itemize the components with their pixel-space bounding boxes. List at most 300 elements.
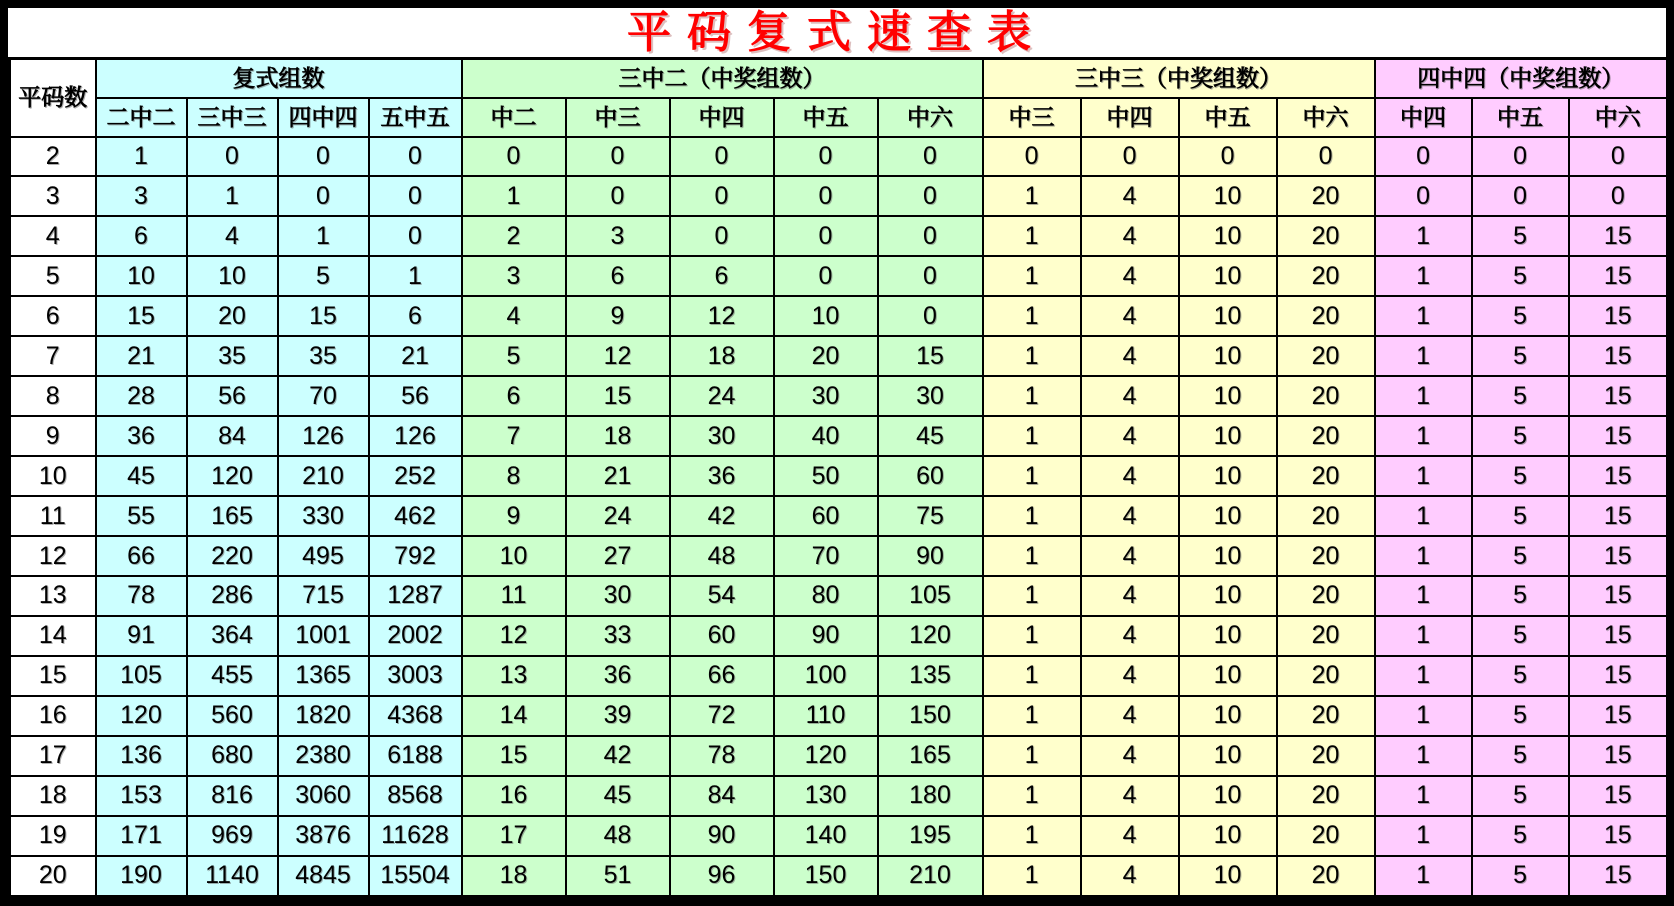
column-header: 中六 [1277,98,1375,137]
table-cell: 1 [278,216,369,256]
table-cell: 42 [566,736,670,776]
table-cell: 36 [566,656,670,696]
table-cell: 5 [1472,416,1569,456]
table-cell: 20 [1277,576,1375,616]
table-cell: 17 [462,816,566,856]
table-cell: 0 [878,176,983,216]
table-cell: 18 [670,336,774,376]
table-cell: 816 [187,776,278,816]
table-cell: 36 [670,456,774,496]
row-count-cell: 5 [10,256,96,296]
table-cell: 6 [96,216,187,256]
table-cell: 90 [878,536,983,576]
column-header: 三中三 [187,98,278,137]
column-header: 中三 [566,98,670,137]
table-cell: 20 [1277,776,1375,816]
table-cell: 100 [774,656,878,696]
table-cell: 20 [1277,216,1375,256]
table-cell: 1 [983,256,1081,296]
table-cell: 1820 [278,696,369,736]
row-count-cell: 11 [10,496,96,536]
table-cell: 1 [983,336,1081,376]
row-count-cell: 13 [10,576,96,616]
table-cell: 4 [1081,856,1179,897]
table-row [10,696,1667,736]
table-cell: 1 [983,376,1081,416]
table-cell: 15 [96,296,187,336]
table-cell: 4 [1081,576,1179,616]
column-header: 五中五 [369,98,462,137]
table-cell: 10 [96,256,187,296]
table-cell: 1 [983,536,1081,576]
table-cell: 10 [1179,496,1277,536]
table-cell: 15504 [369,856,462,897]
table-cell: 0 [774,216,878,256]
table-cell: 1 [96,137,187,177]
table-cell: 54 [670,576,774,616]
table-cell: 1 [1375,856,1472,897]
table-cell: 15 [1569,456,1666,496]
table-cell: 35 [278,336,369,376]
table-cell: 0 [670,137,774,177]
table-cell: 16 [462,776,566,816]
table-cell: 1140 [187,856,278,897]
table-cell: 15 [1569,696,1666,736]
table-cell: 9 [462,496,566,536]
table-cell: 6 [566,256,670,296]
table-cell: 1 [983,216,1081,256]
table-cell: 10 [1179,856,1277,897]
table-cell: 66 [96,536,187,576]
table-cell: 6 [369,296,462,336]
table-cell: 55 [96,496,187,536]
table-cell: 190 [96,856,187,897]
table-cell: 136 [96,736,187,776]
table-cell: 560 [187,696,278,736]
column-header: 四中四 [278,98,369,137]
table-cell: 0 [670,216,774,256]
table-cell: 20 [1277,456,1375,496]
table-cell: 20 [1277,176,1375,216]
table-cell: 15 [566,376,670,416]
table-row [10,176,1667,216]
table-cell: 15 [1569,216,1666,256]
table-cell: 135 [878,656,983,696]
row-count-cell: 4 [10,216,96,256]
table-cell: 1 [462,176,566,216]
table-cell: 4 [462,296,566,336]
table-cell: 15 [1569,576,1666,616]
table-cell: 4 [1081,336,1179,376]
table-cell: 20 [774,336,878,376]
table-cell: 30 [670,416,774,456]
table-cell: 70 [774,536,878,576]
table-cell: 42 [670,496,774,536]
table-cell: 4 [187,216,278,256]
table-cell: 20 [1277,656,1375,696]
table-cell: 6188 [369,736,462,776]
table-cell: 1 [1375,376,1472,416]
table-cell: 1 [369,256,462,296]
table-cell: 105 [96,656,187,696]
table-cell: 20 [1277,616,1375,656]
row-count-cell: 8 [10,376,96,416]
table-cell: 18 [566,416,670,456]
table-cell: 5 [462,336,566,376]
table-cell: 5 [1472,256,1569,296]
table-cell: 5 [1472,376,1569,416]
table-cell: 15 [878,336,983,376]
table-cell: 120 [187,456,278,496]
row-count-cell: 9 [10,416,96,456]
table-cell: 33 [566,616,670,656]
table-cell: 10 [1179,656,1277,696]
table-row [10,736,1667,776]
column-header: 中五 [774,98,878,137]
table-cell: 70 [278,376,369,416]
table-cell: 0 [278,176,369,216]
table-cell: 1 [983,656,1081,696]
table-cell: 120 [96,696,187,736]
table-cell: 495 [278,536,369,576]
column-header: 二中二 [96,98,187,137]
table-cell: 21 [96,336,187,376]
table-cell: 10 [1179,816,1277,856]
table-cell: 1 [1375,696,1472,736]
table-cell: 1 [1375,416,1472,456]
table-cell: 30 [566,576,670,616]
table-cell: 10 [1179,176,1277,216]
table-cell: 24 [670,376,774,416]
row-count-cell: 16 [10,696,96,736]
row-count-cell: 20 [10,856,96,897]
table-cell: 28 [96,376,187,416]
row-count-cell: 7 [10,336,96,376]
table-cell: 8 [462,456,566,496]
table-cell: 20 [1277,376,1375,416]
table-cell: 72 [670,696,774,736]
table-cell: 80 [774,576,878,616]
table-cell: 6 [670,256,774,296]
table-cell: 78 [670,736,774,776]
section-header-sanzhongsan: 三中三（中奖组数） [983,59,1375,98]
table-cell: 0 [774,137,878,177]
table-row [10,256,1667,296]
table-cell: 1 [1375,816,1472,856]
table-cell: 140 [774,816,878,856]
table-cell: 0 [278,137,369,177]
table-cell: 286 [187,576,278,616]
row-count-cell: 14 [10,616,96,656]
table-cell: 364 [187,616,278,656]
table-cell: 1 [1375,216,1472,256]
table-cell: 60 [878,456,983,496]
table-cell: 680 [187,736,278,776]
table-cell: 1 [1375,256,1472,296]
table-cell: 1 [1375,736,1472,776]
table-cell: 75 [878,496,983,536]
table-cell: 1 [983,776,1081,816]
row-count-cell: 15 [10,656,96,696]
table-cell: 10 [1179,296,1277,336]
table-cell: 5 [1472,656,1569,696]
table-cell: 50 [774,456,878,496]
table-cell: 0 [566,176,670,216]
table-cell: 8568 [369,776,462,816]
table-cell: 1 [1375,576,1472,616]
table-cell: 5 [1472,296,1569,336]
table-cell: 5 [1472,496,1569,536]
table-cell: 4 [1081,416,1179,456]
table-cell: 10 [1179,456,1277,496]
table-cell: 0 [369,216,462,256]
table-row [10,616,1667,656]
column-header: 中四 [670,98,774,137]
table-cell: 20 [1277,736,1375,776]
table-cell: 5 [1472,216,1569,256]
table-cell: 1001 [278,616,369,656]
table-cell: 3 [462,256,566,296]
table-cell: 4 [1081,816,1179,856]
table-cell: 5 [1472,456,1569,496]
table-cell: 66 [670,656,774,696]
table-cell: 15 [1569,336,1666,376]
column-header: 中五 [1472,98,1569,137]
table-cell: 110 [774,696,878,736]
table-cell: 2380 [278,736,369,776]
table-cell: 15 [462,736,566,776]
table-cell: 2002 [369,616,462,656]
table-cell: 1 [1375,496,1472,536]
table-cell: 5 [1472,336,1569,376]
table-cell: 15 [1569,496,1666,536]
section-header-fushizushu: 复式组数 [96,59,462,98]
table-cell: 1 [1375,456,1472,496]
table-cell: 20 [1277,856,1375,897]
table-cell: 4 [1081,256,1179,296]
table-cell: 51 [566,856,670,897]
table-cell: 0 [462,137,566,177]
table-cell: 11628 [369,816,462,856]
table-cell: 30 [774,376,878,416]
table-cell: 0 [878,296,983,336]
table-cell: 15 [1569,256,1666,296]
table-cell: 130 [774,776,878,816]
table-cell: 150 [774,856,878,897]
table-cell: 0 [1179,137,1277,177]
table-cell: 7 [462,416,566,456]
table-cell: 20 [187,296,278,336]
table-cell: 5 [1472,816,1569,856]
table-cell: 10 [1179,736,1277,776]
table-cell: 40 [774,416,878,456]
table-cell: 1 [983,856,1081,897]
table-cell: 4 [1081,616,1179,656]
table-body [10,137,1667,897]
table-cell: 12 [670,296,774,336]
table-cell: 20 [1277,536,1375,576]
table-cell: 20 [1277,416,1375,456]
table-cell: 0 [774,176,878,216]
table-wrap [8,57,1666,898]
table-cell: 210 [278,456,369,496]
table-cell: 35 [187,336,278,376]
table-row [10,656,1667,696]
table-cell: 1 [983,496,1081,536]
table-cell: 0 [878,216,983,256]
table-cell: 1 [187,176,278,216]
table-cell: 1 [983,576,1081,616]
table-cell: 4 [1081,536,1179,576]
table-cell: 1287 [369,576,462,616]
row-count-cell: 2 [10,137,96,177]
table-cell: 4 [1081,736,1179,776]
table-cell: 5 [1472,616,1569,656]
table-cell: 1 [983,736,1081,776]
table-row [10,536,1667,576]
table-cell: 0 [369,176,462,216]
table-cell: 1 [983,456,1081,496]
table-cell: 21 [369,336,462,376]
table-cell: 1 [1375,776,1472,816]
table-cell: 10 [1179,216,1277,256]
section-header-sanzhonger: 三中二（中奖组数） [462,59,983,98]
table-cell: 24 [566,496,670,536]
table-cell: 1 [1375,616,1472,656]
table-cell: 5 [1472,536,1569,576]
table-cell: 0 [1569,137,1666,177]
table-cell: 10 [1179,616,1277,656]
table-cell: 210 [878,856,983,897]
table-cell: 4 [1081,456,1179,496]
table-cell: 11 [462,576,566,616]
table-row [10,456,1667,496]
table-cell: 0 [1277,137,1375,177]
table-cell: 126 [369,416,462,456]
table-cell: 1 [1375,296,1472,336]
table-cell: 1 [1375,656,1472,696]
table-cell: 1 [1375,536,1472,576]
table-row [10,296,1667,336]
column-header: 中三 [983,98,1081,137]
table-cell: 6 [462,376,566,416]
column-header: 中四 [1375,98,1472,137]
column-header: 中五 [1179,98,1277,137]
row-count-cell: 10 [10,456,96,496]
table-cell: 20 [1277,256,1375,296]
row-count-cell: 6 [10,296,96,336]
table-row [10,816,1667,856]
table-cell: 4 [1081,776,1179,816]
table-cell: 969 [187,816,278,856]
table-cell: 0 [983,137,1081,177]
table-cell: 3060 [278,776,369,816]
column-header: 中二 [462,98,566,137]
table-cell: 120 [774,736,878,776]
table-row [10,496,1667,536]
row-count-cell: 3 [10,176,96,216]
table-cell: 84 [670,776,774,816]
table-cell: 5 [1472,856,1569,897]
table-cell: 15 [1569,776,1666,816]
table-cell: 10 [462,536,566,576]
table-cell: 20 [1277,296,1375,336]
table-cell: 10 [1179,416,1277,456]
table-cell: 2 [462,216,566,256]
table-cell: 27 [566,536,670,576]
table-cell: 0 [878,256,983,296]
table-cell: 14 [462,696,566,736]
table-cell: 5 [1472,576,1569,616]
quick-reference-table [8,57,1666,898]
table-cell: 3 [566,216,670,256]
table-cell: 1 [1375,336,1472,376]
table-cell: 220 [187,536,278,576]
table-cell: 10 [1179,256,1277,296]
table-row [10,376,1667,416]
table-cell: 15 [1569,816,1666,856]
table-cell: 4 [1081,656,1179,696]
table-cell: 45 [878,416,983,456]
table-cell: 0 [1472,176,1569,216]
table-cell: 105 [878,576,983,616]
table-row [10,856,1667,897]
table-cell: 455 [187,656,278,696]
table-cell: 10 [1179,336,1277,376]
table-cell: 20 [1277,696,1375,736]
row-count-cell: 19 [10,816,96,856]
table-cell: 4845 [278,856,369,897]
row-count-cell: 18 [10,776,96,816]
column-header: 中四 [1081,98,1179,137]
table-cell: 0 [878,137,983,177]
table-cell: 90 [670,816,774,856]
table-cell: 10 [1179,536,1277,576]
title-band [8,8,1666,57]
table-cell: 15 [1569,296,1666,336]
table-cell: 15 [1569,616,1666,656]
table-cell: 0 [369,137,462,177]
table-cell: 15 [278,296,369,336]
table-cell: 0 [774,256,878,296]
table-cell: 1 [983,416,1081,456]
table-cell: 171 [96,816,187,856]
table-cell: 10 [1179,696,1277,736]
table-cell: 15 [1569,416,1666,456]
table-cell: 10 [1179,576,1277,616]
table-cell: 3876 [278,816,369,856]
table-cell: 4 [1081,296,1179,336]
table-cell: 165 [187,496,278,536]
table-cell: 1 [983,616,1081,656]
table-cell: 90 [774,616,878,656]
row-count-cell: 17 [10,736,96,776]
table-row [10,216,1667,256]
table-cell: 792 [369,536,462,576]
table-cell: 78 [96,576,187,616]
table-cell: 96 [670,856,774,897]
table-cell: 0 [187,137,278,177]
table-cell: 1 [983,816,1081,856]
table-row [10,776,1667,816]
table-cell: 3 [96,176,187,216]
table-cell: 120 [878,616,983,656]
table-cell: 0 [1472,137,1569,177]
table-cell: 39 [566,696,670,736]
table-cell: 4 [1081,176,1179,216]
table-row [10,416,1667,456]
header-row-columns [10,98,1667,137]
